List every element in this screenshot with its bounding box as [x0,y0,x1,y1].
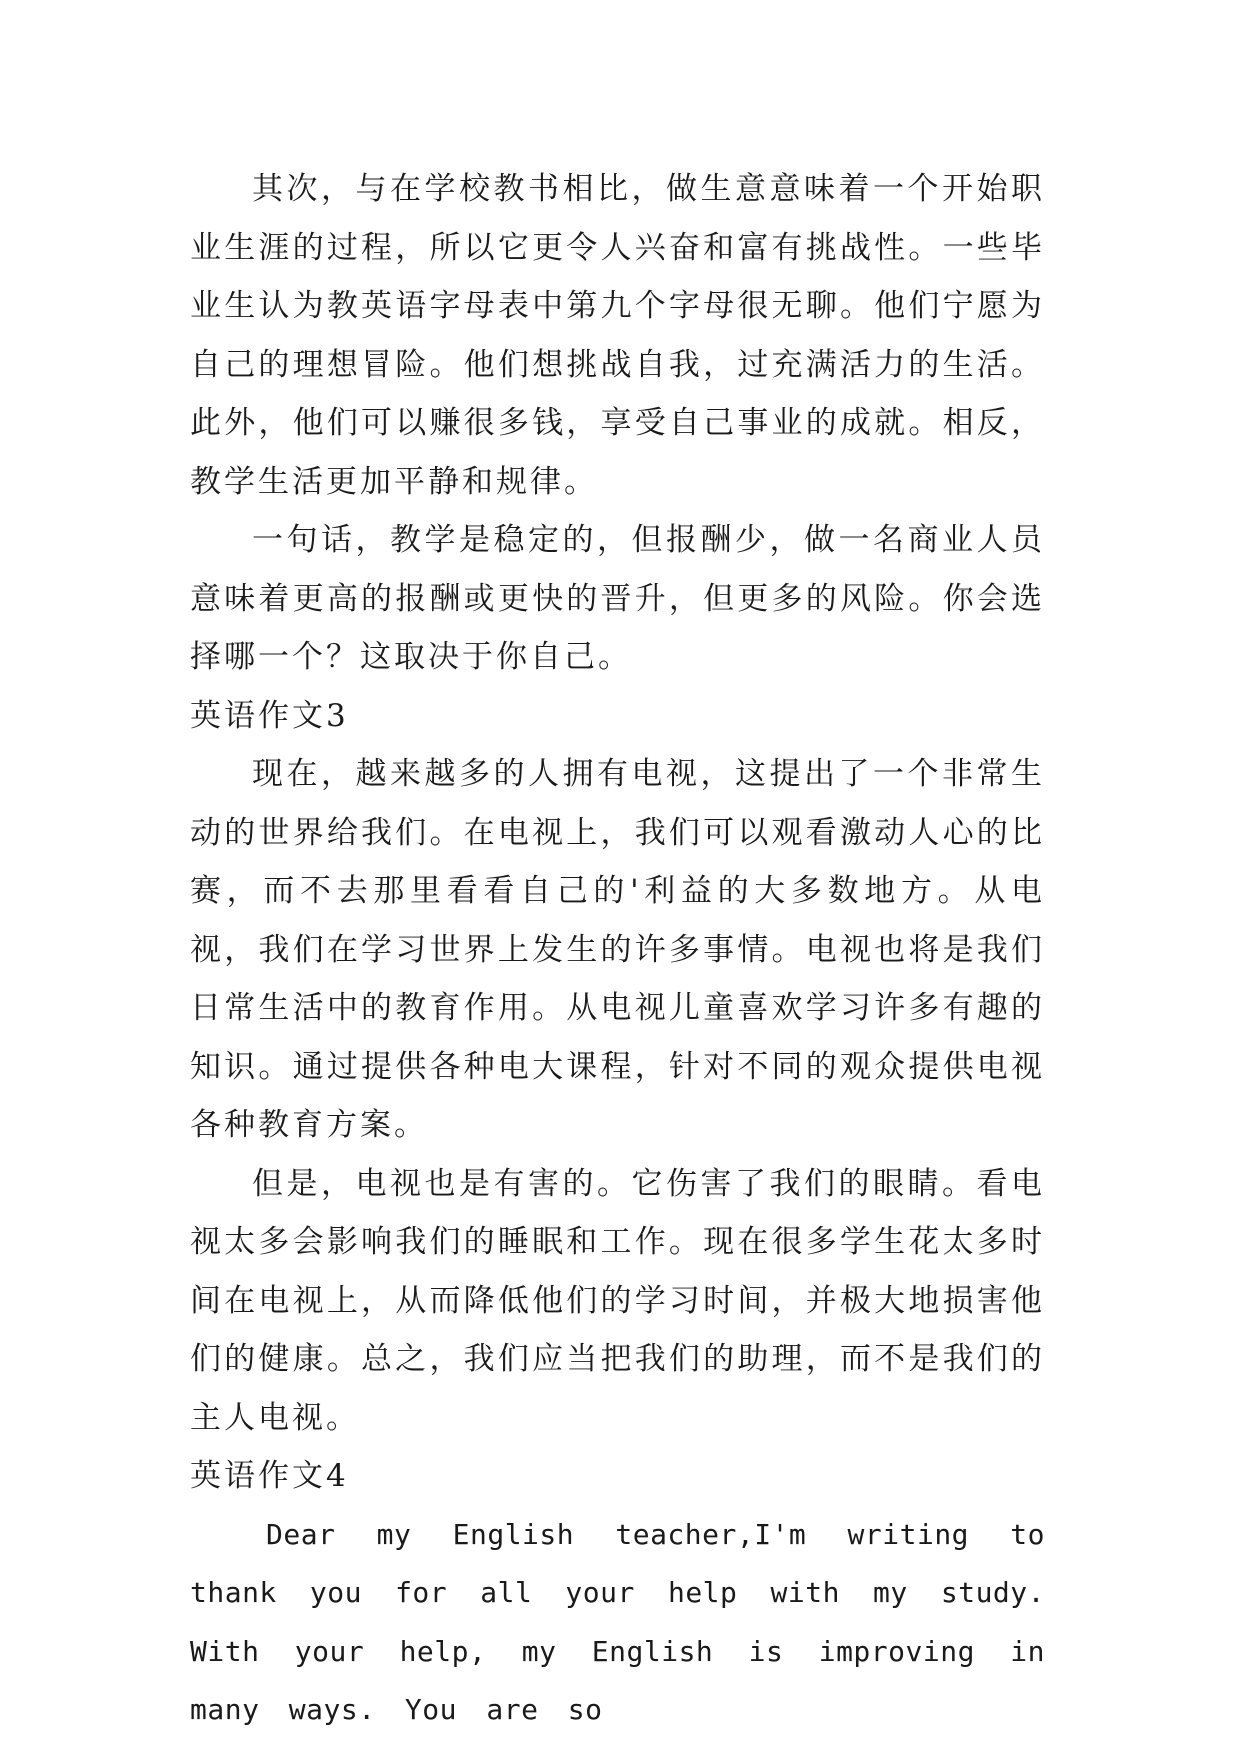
section-heading: 英语作文3 [190,697,349,734]
paragraph: 一句话，教学是稳定的，但报酬少，做一名商业人员意味着更高的报酬或更快的晋升，但更多的风险。你会选择哪一个？这取决于你自己。 [190,522,1045,675]
paragraph: 但是，电视也是有害的。它伤害了我们的眼睛。看电视太多会影响我们的睡眠和工作。现在很多学生花太多时间在电视上，从而降低他们的学习时间，并极大地损害他们的健康。总之，我们应当把我们的助理，而不是我们的主人电视。 [190,1165,1045,1436]
paragraph: 现在，越来越多的人拥有电视，这提出了一个非常生动的世界给我们。在电视上，我们可以观看激动人心的比赛，而不去那里看看自己的'利益的大多数地方。从电视，我们在学习世界上发生的许多事情。电视也将是我们日常生活中的教育作用。从电视儿童喜欢学习许多有趣的知识。通过提供各种电大课程，针对不同的观众提供电视各种教育方案。 [190,756,1045,1143]
document-body [190,160,1045,1740]
paragraph: 其次，与在学校教书相比，做生意意味着一个开始职业生涯的过程，所以它更令人兴奋和富有挑战性。一些毕业生认为教英语字母表中第九个字母很无聊。他们宁愿为自己的理想冒险。他们想挑战自我，过充满活力的生活。此外，他们可以赚很多钱，享受自己事业的成就。相反，教学生活更加平静和规律。 [190,171,1045,500]
section-heading: 英语作文4 [190,1458,349,1494]
paragraph: Dear my English teacher,I'm writing to thank you for all your help with my study. With your help, my English is improving in many ways. You are so [190,1517,1045,1726]
